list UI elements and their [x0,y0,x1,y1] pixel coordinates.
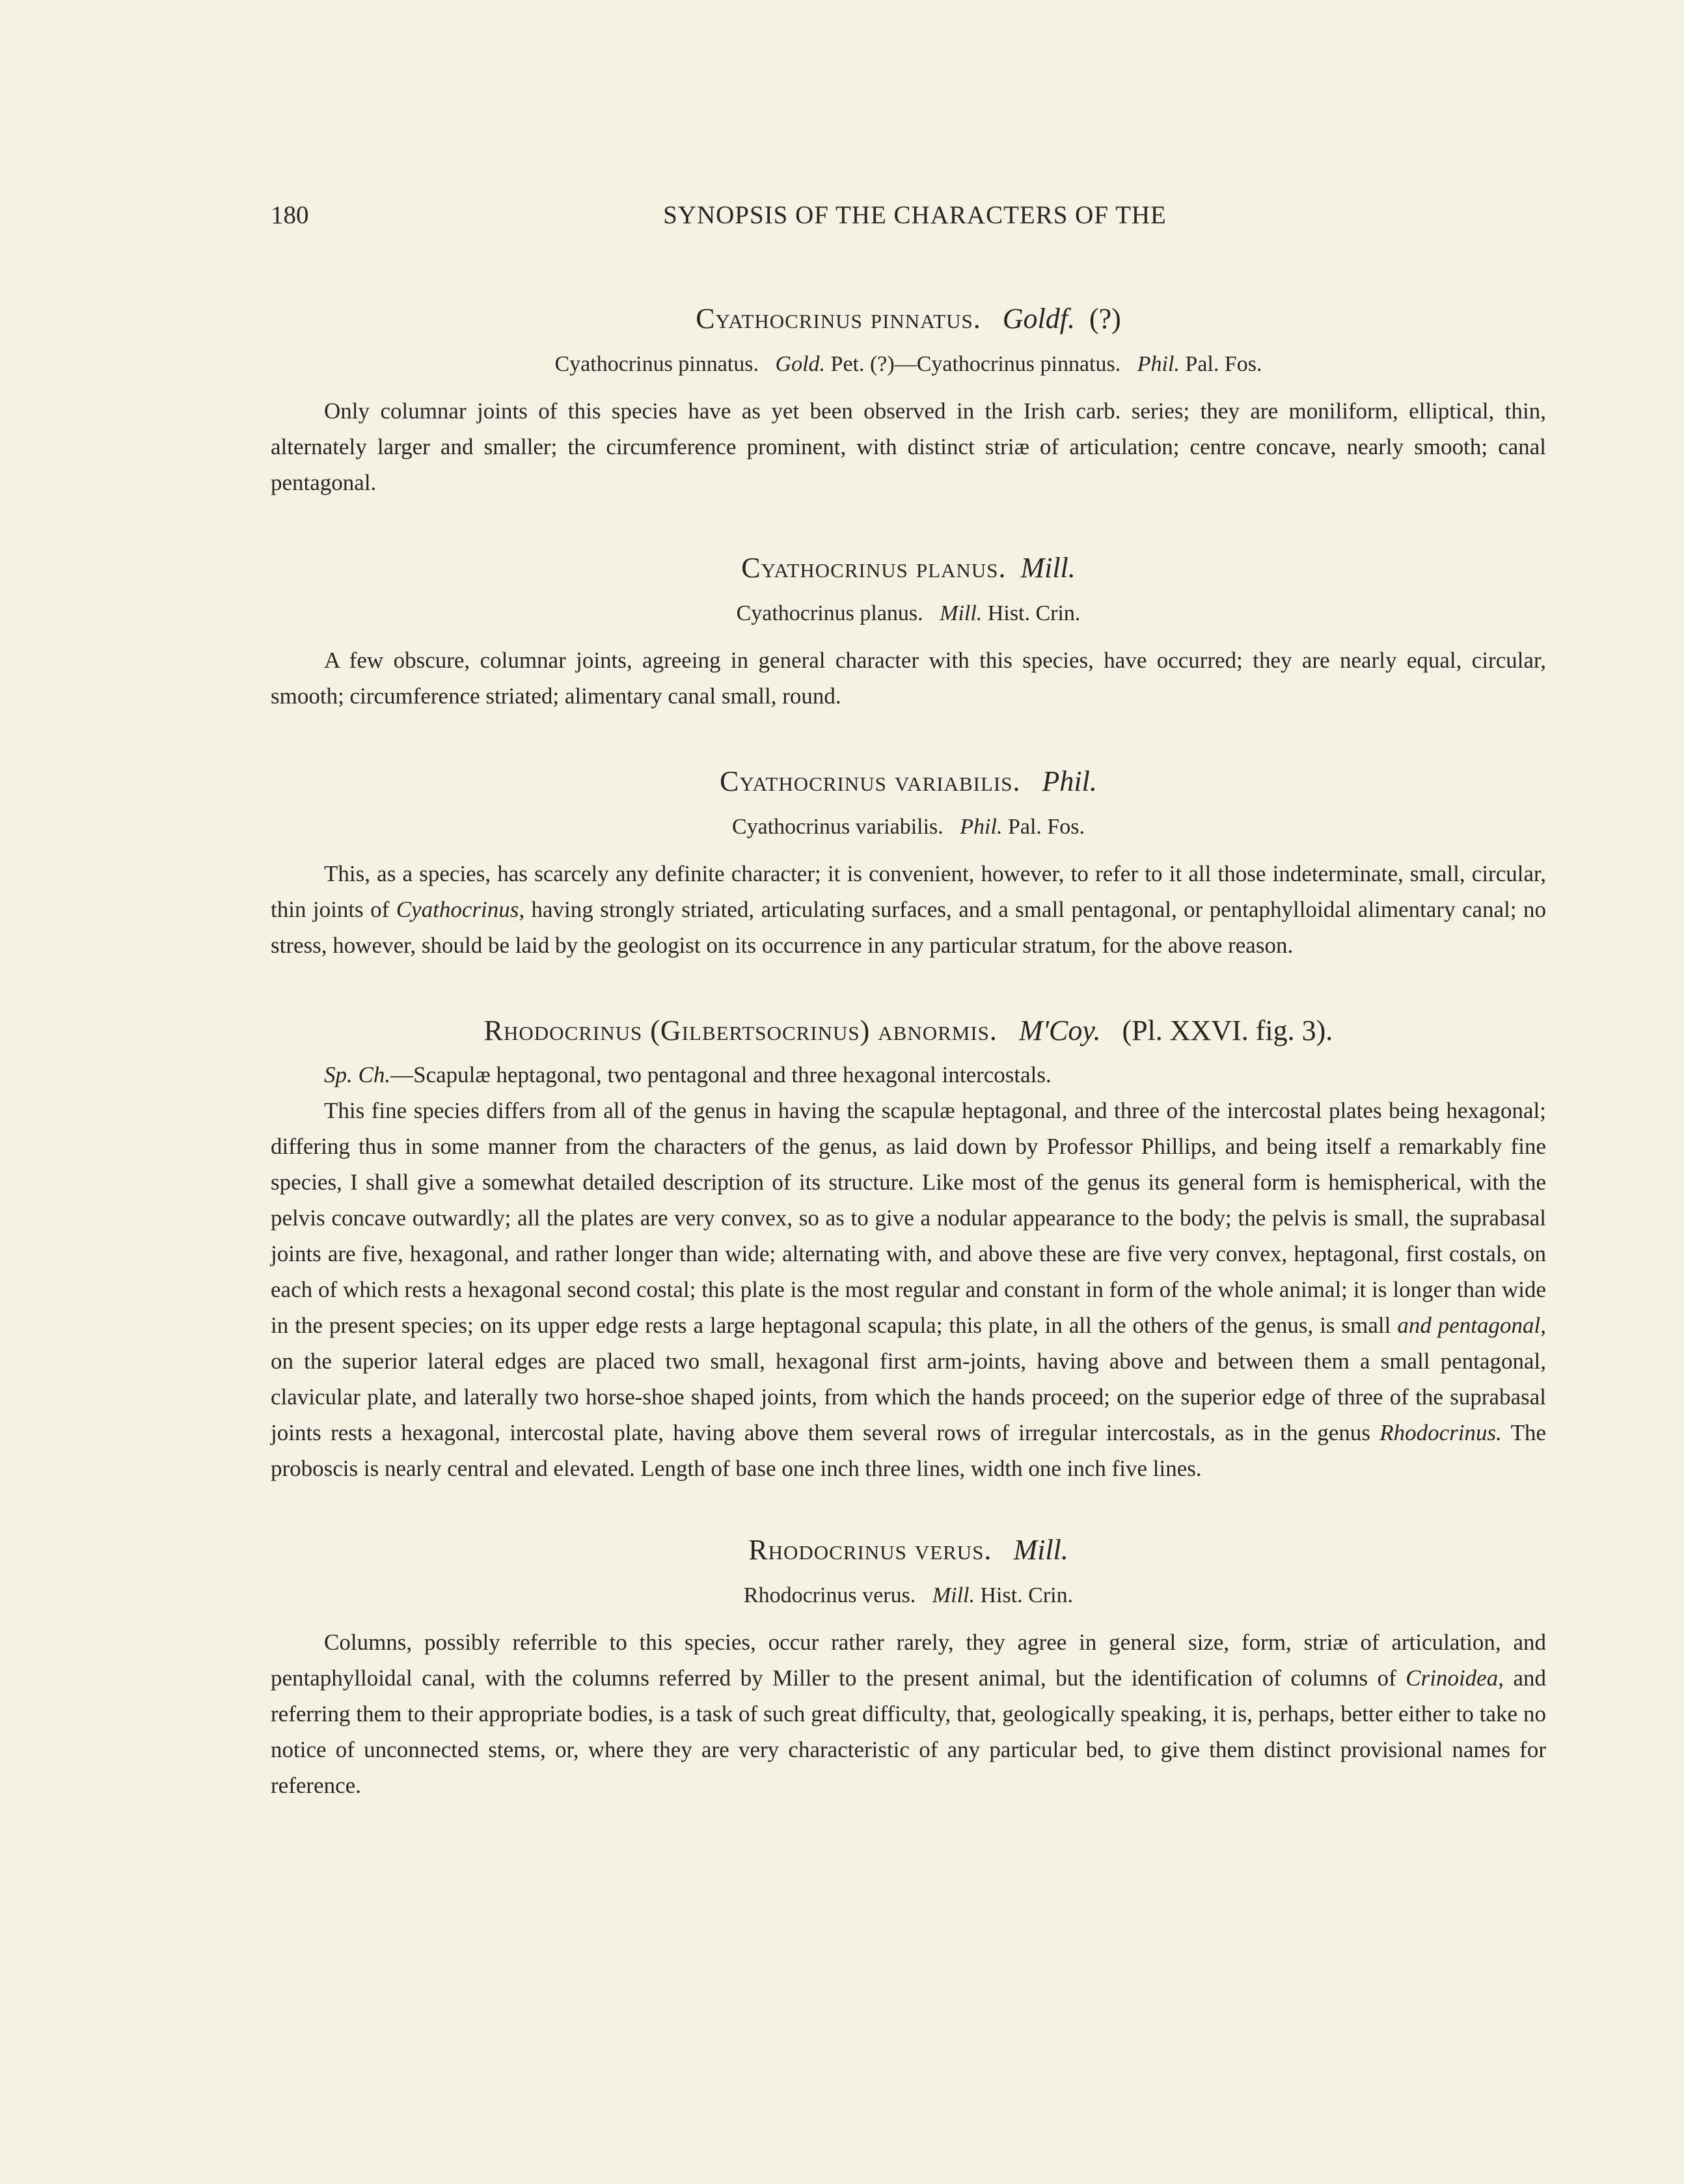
species-author: Phil. [1042,765,1097,797]
species-heading [271,1011,1546,1050]
species-heading [271,1531,1546,1570]
page-number: 180 [271,201,309,229]
species-entry-cyathocrinus-planus [271,549,1546,714]
genus-name: Rhodocrinus. [1379,1420,1502,1445]
species-author: Goldf. [1002,303,1075,334]
description-text: The proboscis is nearly central and elevated. Length of base one inch three lines, width one inch five lines. [271,1420,1547,1481]
description-text: This, as a species, has scarcely any definite character; it is convenient, however, to refer to it all those indeterminate, small, circular, thin joints of [271,861,1546,922]
synonym-reference: Pal. Fos. [1185,352,1262,376]
species-entry-rhodocrinus-abnormis [271,1011,1546,1486]
page-content [271,299,1546,1851]
synonymy-line [271,1580,1546,1611]
synonym-name: Cyathocrinus variabilis. [731,815,944,839]
species-name: Cyathocrinus variabilis. [720,765,1021,797]
species-name: Cyathocrinus pinnatus. [696,303,981,334]
running-title: SYNOPSIS OF THE CHARACTERS OF THE [663,201,1167,229]
running-head [271,200,1546,239]
species-entry-cyathocrinus-variabilis [271,762,1546,963]
description-text: having strongly striated, articulating surfaces, and a small pentagonal, or pentaphylloidal alimentary canal; no stress, however, should be laid by the geologist on its occurrence in any particular stratum, for the above reason. [271,897,1547,958]
species-description [271,1624,1546,1803]
emphasis-text: and pentagonal, [1397,1313,1547,1338]
description-text: Columns, possibly referrible to this species, occur rather rarely, they agree in general size, form, striæ of articulation, and pentaphylloidal canal, with the columns referred by Miller to the present animal, but the identification of columns of [271,1630,1546,1691]
synonym-reference: Pal. Fos. [1007,815,1085,839]
synonymy-line [271,812,1546,843]
species-author: Mill. [1020,552,1076,584]
synonym-author: Mill. [932,1583,975,1607]
species-name: Rhodocrinus (Gilbertsocrinus) abnormis. [483,1015,998,1046]
species-name: Rhodocrinus verus. [748,1534,992,1566]
species-description: A few obscure, columnar joints, agreeing in general character with this species, have occurred; they are nearly equal, circular, smooth; circumference striated; alimentary canal small, round. [271,648,1546,709]
species-name: Cyathocrinus planus. [741,552,1007,584]
description-text: and referring them to their appropriate bodies, is a task of such great difficulty, that, geologically speaking, it is, perhaps, better either to take no notice of unconnected stems, or, where they are very characteristic of any particular bed, to give them distinct provisional names for reference. [271,1665,1547,1798]
synonymy-line [271,598,1546,629]
synonym-reference: Hist. Crin. [980,1583,1074,1607]
spch-label: Sp. Ch. [324,1062,391,1087]
synonym-name: Cyathocrinus pinnatus. [554,352,759,376]
species-description: Only columnar joints of this species have as yet been observed in the Irish carb. series; they are moniliform, elliptical, thin, alternately larger and smaller; the circumference prominent, with distinct striæ of articulation; centre concave, nearly smooth; canal pentagonal. [271,398,1546,495]
synonym-author: Phil. [960,815,1003,839]
species-heading [271,299,1546,338]
species-heading [271,762,1546,801]
species-author: Mill. [1013,1534,1068,1566]
genus-name: Crinoidea, [1406,1665,1504,1691]
description-text: This fine species differs from all of the genus in having the scapulæ heptagonal, and three of the intercostal plates being hexagonal; differing thus in some manner from the characters of the genus, as laid down by Professor Phillips, and being itself a remarkably fine species, I shall give a somewhat detailed description of its structure. Like most of the genus its general form is hemispherical, with the pelvis concave outwardly; all the plates are very convex, so as to give a nodular appearance to the body; the pelvis is small, the suprabasal joints are five, hexagonal, and rather longer than wide; alternating with, and above these are five very convex, heptagonal, first costals, on each of which rests a hexagonal second costal; this plate is the most regular and constant in form of the whole animal; it is longer than wide in the present species; on its upper edge rests a large heptagonal scapula; this plate, in all the others of the genus, is small [271,1098,1546,1338]
synonym-name: Cyathocrinus planus. [736,601,923,625]
species-author: M'Coy. [1018,1015,1101,1046]
species-entry-cyathocrinus-pinnatus [271,299,1546,500]
synonym-reference: Hist. Crin. [987,601,1081,625]
spch-text: —Scapulæ heptagonal, two pentagonal and three hexagonal intercostals. [390,1062,1052,1087]
species-description [271,1093,1546,1486]
synonym-author: Phil. [1137,352,1180,376]
specific-characters [271,1057,1546,1093]
synonym-author: Mill. [940,601,983,625]
plate-reference: (Pl. XXVI. fig. 3). [1122,1015,1333,1046]
synonym-name: Rhodocrinus verus. [743,1583,916,1607]
species-heading [271,549,1546,588]
synonym-name: Pet. (?)—Cyathocrinus pinnatus. [830,352,1121,376]
description-text: on the superior lateral edges are placed two small, hexagonal first arm-joints, having above and between them a small pentagonal, clavicular plate, and laterally two horse-shoe shaped joints, from which the hands proceed; on the superior edge of three of the suprabasal joints rests a hexagonal, intercostal plate, having above them several rows of irregular intercostals, as in the genus [271,1348,1546,1445]
genus-name: Cyathocrinus, [396,897,525,922]
synonym-author: Gold. [775,352,826,376]
species-qualifier: (?) [1089,303,1121,334]
species-description [271,856,1546,963]
species-entry-rhodocrinus-verus [271,1531,1546,1803]
synonymy-line [271,349,1546,380]
